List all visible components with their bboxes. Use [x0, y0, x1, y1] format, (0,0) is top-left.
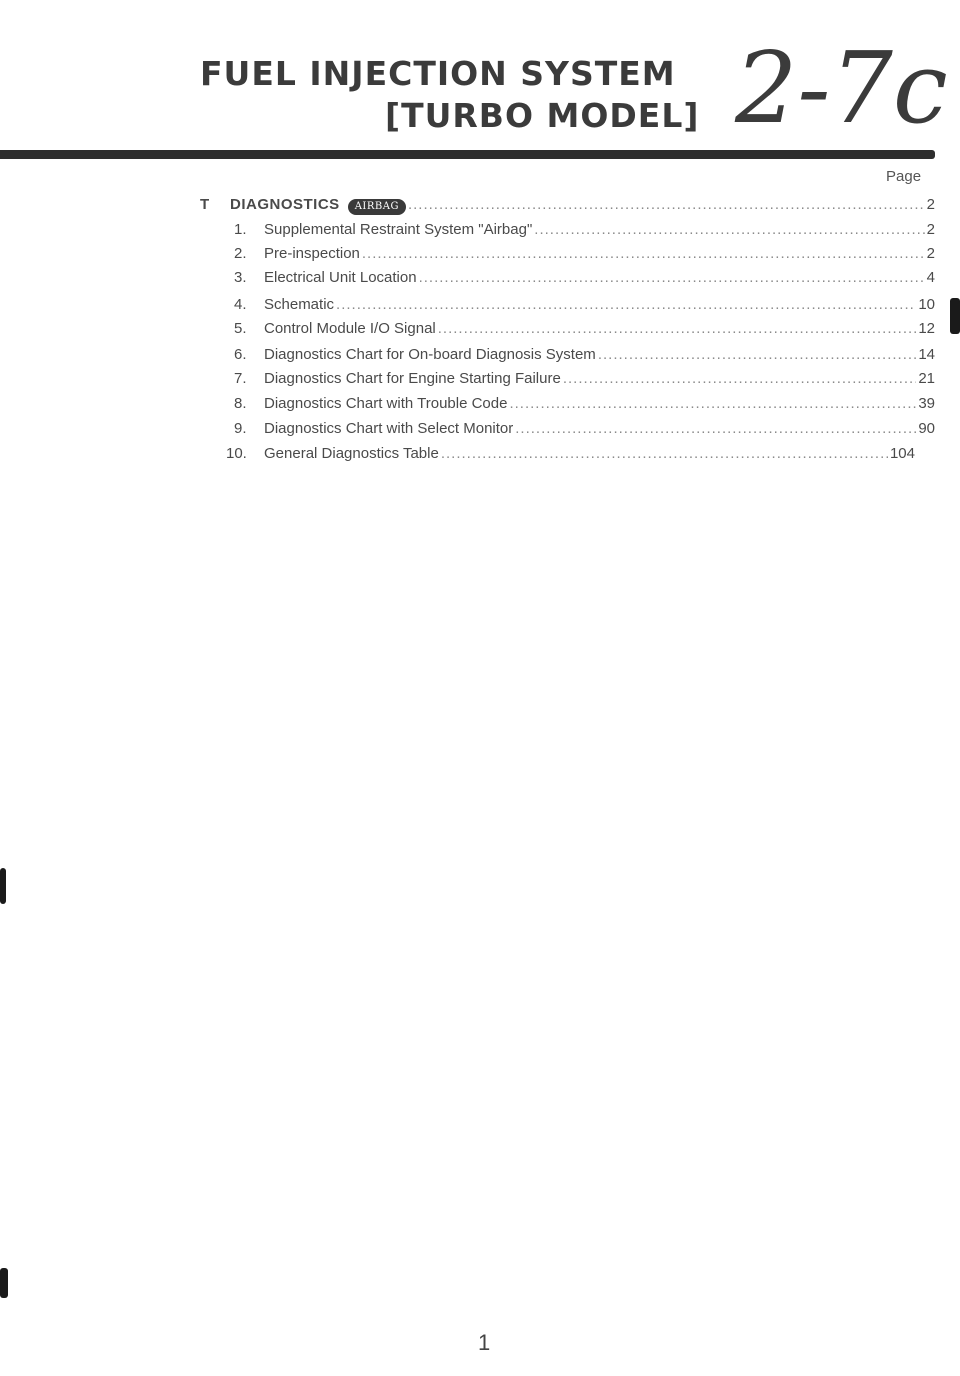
section-title-line1: FUEL INJECTION SYSTEM: [200, 54, 676, 93]
airbag-badge: AIRBAG: [348, 199, 406, 215]
toc-item-number: 5.: [234, 320, 247, 337]
toc-leader-dots: [563, 370, 917, 387]
toc-item-title: Schematic: [264, 296, 335, 313]
scan-edge-mark: [950, 298, 960, 334]
toc-item-title: General Diagnostics Table: [264, 445, 439, 462]
toc-leader-dots: [362, 245, 925, 262]
section-title-line2: [TURBO MODEL]: [385, 96, 700, 135]
toc-page-column-label: Page: [886, 168, 922, 185]
toc-item-title: Electrical Unit Location: [264, 269, 417, 286]
page-number: 1: [478, 1330, 491, 1355]
toc-item-title: Pre-inspection: [264, 245, 360, 262]
toc-item[interactable]: [234, 269, 935, 291]
toc-item[interactable]: [234, 420, 935, 442]
toc-item-page: 39: [918, 395, 935, 412]
toc-leader-dots: [336, 296, 916, 313]
toc-leader-dots: [441, 445, 888, 462]
toc-leader-dots: [408, 196, 925, 213]
toc-item-number: 8.: [234, 395, 247, 412]
toc-main-title: DIAGNOSTICS: [230, 196, 340, 213]
toc-item[interactable]: [226, 445, 915, 467]
scan-edge-mark: [0, 868, 6, 904]
toc-item-title: Diagnostics Chart for Engine Starting Failure: [264, 370, 561, 387]
toc-item-number: 4.: [234, 296, 247, 313]
toc-item-title: Diagnostics Chart with Trouble Code: [264, 395, 508, 412]
toc-item-page: 4: [926, 269, 935, 286]
toc-main-page: 2: [926, 196, 935, 213]
toc-item-number: 3.: [234, 269, 247, 286]
toc-leader-dots: [515, 420, 916, 437]
toc-item[interactable]: [234, 395, 935, 417]
toc-leader-dots: [509, 395, 916, 412]
toc-item[interactable]: [234, 346, 935, 368]
toc-leader-dots: [419, 269, 925, 286]
toc-main-entry[interactable]: [200, 196, 935, 218]
section-code: 2-7c: [735, 32, 948, 146]
toc-item[interactable]: [234, 370, 935, 392]
toc-item-page: 2: [926, 245, 935, 262]
toc-item[interactable]: [234, 296, 935, 318]
toc-item-page: 21: [918, 370, 935, 387]
toc-main-prefix: T: [200, 196, 210, 213]
toc-item-page: 10: [918, 296, 935, 313]
toc-leader-dots: [598, 346, 917, 363]
toc-item-number: 9.: [234, 420, 247, 437]
toc-item-page: 12: [918, 320, 935, 337]
toc-item-page: 14: [918, 346, 935, 363]
toc-item-number: 2.: [234, 245, 247, 262]
toc-item[interactable]: [234, 320, 935, 342]
toc-item-title: Diagnostics Chart with Select Monitor: [264, 420, 514, 437]
toc-item-number: 7.: [234, 370, 247, 387]
toc-leader-dots: [438, 320, 917, 337]
toc-leader-dots: [534, 221, 924, 238]
toc-item-title: Diagnostics Chart for On-board Diagnosis System: [264, 346, 596, 363]
toc-item-page: 104: [889, 445, 915, 462]
toc-item-number: 10.: [226, 445, 247, 462]
toc-item-page: 90: [918, 420, 935, 437]
toc-item-title: Control Module I/O Signal: [264, 320, 436, 337]
toc-item-number: 6.: [234, 346, 247, 363]
toc-item[interactable]: [234, 221, 935, 243]
toc-item[interactable]: [234, 245, 935, 267]
toc-item-title: Supplemental Restraint System "Airbag": [264, 221, 533, 238]
toc-item-number: 1.: [234, 221, 247, 238]
header-rule: [0, 150, 935, 159]
scan-edge-mark: [0, 1268, 8, 1298]
toc-item-page: 2: [926, 221, 935, 238]
